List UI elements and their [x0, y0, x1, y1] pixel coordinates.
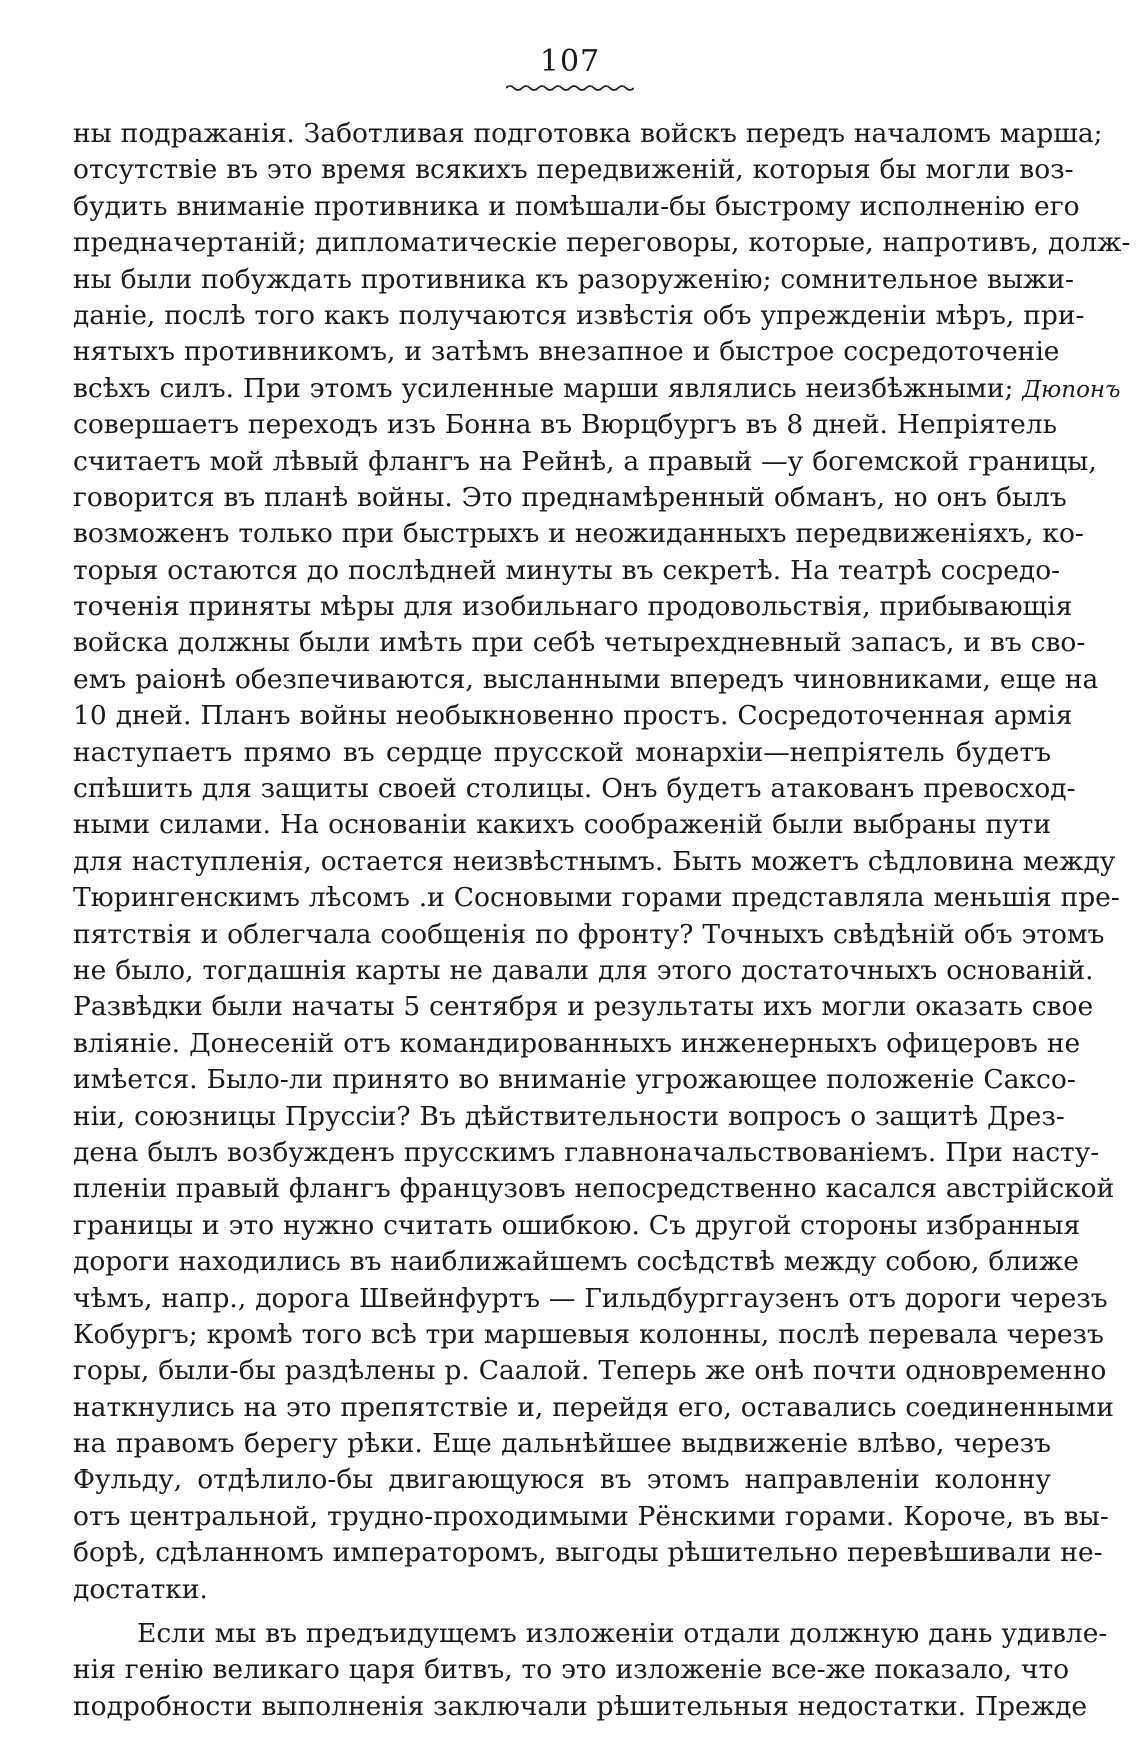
text-line: емъ раіонѣ обезпечиваются, высланными впередъ чиновниками, еще на: [73, 663, 1099, 695]
wavy-rule-ornament: [506, 84, 634, 92]
page-number: 107: [539, 44, 601, 79]
text-line: нія генію великаго царя битвъ, то это изложеніе все-же показало, что: [73, 1654, 1070, 1686]
text-line: достатки.: [73, 1573, 208, 1605]
text-line: ны были побуждать противника къ разоруженію; сомнительное выжи-: [73, 263, 1075, 295]
text-line: считаетъ мой лѣвый флангъ на Рейнѣ, а правый —у богемской границы,: [73, 445, 1097, 477]
italic-name: Дюпонъ: [1022, 376, 1121, 403]
text-line: Развѣдки были начаты 5 сентября и результаты ихъ могли оказать свое: [73, 991, 1094, 1023]
text-line: чѣмъ, напр., дорога Швейнфуртъ — Гильдбурггаузенъ отъ дороги черезъ: [73, 1282, 1108, 1314]
text-line: наступаетъ прямо въ сердце прусской монархіи—непріятель будетъ: [73, 736, 1051, 768]
text-line: Тюрингенскимъ лѣсомъ .и Сосновыми горами представляла меньшія пре-: [73, 882, 1120, 914]
text-line: совершаетъ переходъ изъ Бонна въ Вюрцбургъ въ 8 дней. Непріятель: [73, 409, 1058, 441]
paragraph: [73, 1616, 1108, 1725]
text-line: горы, были-бы раздѣлены р. Саалой. Теперь же онѣ почти одновременно: [73, 1355, 1107, 1387]
text-line: отъ центральной, трудно-проходимыми Рёнскими горами. Короче, въ вы-: [73, 1500, 1109, 1532]
text-line: ными силами. На основаніи какихъ соображеній были выбраны пути: [73, 809, 1051, 841]
text-line: нятыхъ противникомъ, и затѣмъ внезапное и быстрое сосредоточеніе: [73, 336, 1060, 368]
text-line: дороги находились въ наиближайшемъ сосѣдствѣ между собою, ближе: [73, 1246, 1079, 1278]
paragraph-gap: [73, 1608, 1051, 1616]
text-line: даніе, послѣ того какъ получаются извѣстія объ упрежденіи мѣръ, при-: [73, 299, 1085, 331]
text-fragment: всѣхъ силъ. При этомъ усиленные марши являлись неизбѣжными;: [73, 372, 1014, 404]
text-line: границы и это нужно считать ошибкою. Съ другой стороны избранныя: [73, 1209, 1081, 1241]
text-line: борѣ, сдѣланномъ императоромъ, выгоды рѣшительно перевѣшивали не-: [73, 1537, 1103, 1569]
text-line: точенія приняты мѣры для изобильнаго продовольствія, прибывающія: [73, 591, 1073, 623]
text-line: говорится въ планѣ войны. Это преднамѣренный обманъ, но онъ былъ: [73, 481, 1067, 513]
text-line: наткнулись на это препятствіе и, перейдя его, оставались соединенными: [73, 1391, 1114, 1423]
text-line: ны подражанія. Заботливая подготовка войскъ передъ началомъ марша;: [73, 118, 1103, 149]
text-line: 10 дней. Планъ войны необыкновенно простъ. Сосредоточенная армія: [73, 700, 1073, 732]
text-line: отсутствіе въ это время всякихъ передвиженій, которыя бы могли воз-: [73, 154, 1074, 186]
body-text: [73, 116, 1131, 1725]
text-line: возможенъ только при быстрыхъ и неожиданныхъ передвиженіяхъ, ко-: [73, 518, 1084, 550]
text-line: пленіи правый флангъ французовъ непосредственно касался австрійской: [73, 1173, 1115, 1205]
text-line: спѣшить для защиты своей столицы. Онъ будетъ атакованъ превосход-: [73, 773, 1076, 805]
text-line: имѣется. Было-ли принято во вниманіе угрожающее положеніе Саксо-: [73, 1064, 1076, 1096]
text-line: вліяніе. Донесеній отъ командированныхъ инженерныхъ офицеровъ не: [73, 1027, 1081, 1059]
text-line: Если мы въ предъидущемъ изложеніи отдали должную дань удивле-: [137, 1618, 1108, 1650]
text-line: ніи, союзницы Пруссіи? Въ дѣйствительности вопросъ о защитѣ Дрез-: [73, 1100, 1065, 1132]
text-line: для наступленія, остается неизвѣстнымъ. Быть можетъ сѣдловина между: [73, 845, 1116, 877]
paragraph: [73, 116, 1131, 1608]
text-line: дена былъ возбужденъ прусскимъ главноначальствованіемъ. При насту-: [73, 1136, 1100, 1168]
text-line: не было, тогдашнія карты не давали для этого достаточныхъ основаній.: [73, 954, 1094, 986]
text-line: войска должны были имѣть при себѣ четырехдневный запасъ, и въ сво-: [73, 627, 1086, 659]
text-line-with-name: [73, 371, 1121, 407]
text-line: будить вниманіе противника и помѣшали-бы быстрому исполненію его: [73, 190, 1080, 222]
text-line: предначертаній; дипломатическіе переговоры, которые, напротивъ, долж-: [73, 227, 1131, 259]
text-line: Кобургъ; кромѣ того всѣ три маршевыя колонны, послѣ перевала черезъ: [73, 1318, 1104, 1350]
text-line: подробности выполненія заключали рѣшительныя недостатки. Прежде: [73, 1690, 1088, 1722]
text-line: торыя остаются до послѣдней минуты въ секретѣ. На театрѣ сосредо-: [73, 554, 1061, 586]
text-line: Фульду, отдѣлило-бы двигающуюся въ этомъ направленіи колонну: [73, 1464, 1051, 1496]
text-line: на правомъ берегу рѣки. Еще дальнѣйшее выдвиженіе влѣво, черезъ: [73, 1428, 1051, 1460]
text-line: пятствія и облегчала сообщенія по фронту? Точныхъ свѣдѣній объ этомъ: [73, 918, 1105, 950]
